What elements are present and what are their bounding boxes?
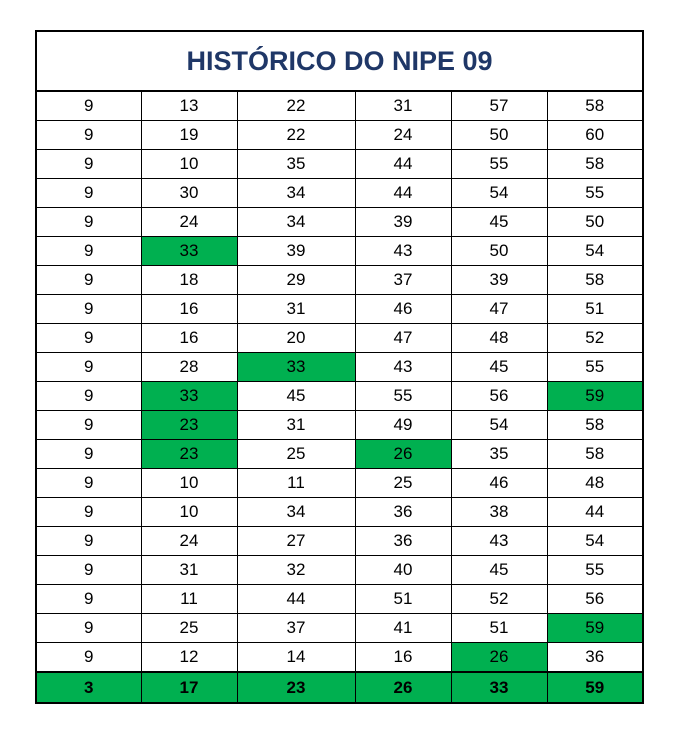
- table-cell: 9: [36, 208, 141, 237]
- table-cell: 18: [141, 266, 237, 295]
- table-cell: 27: [237, 527, 355, 556]
- table-cell: 29: [237, 266, 355, 295]
- table-cell: 45: [451, 556, 547, 585]
- table-cell: 9: [36, 411, 141, 440]
- table-cell: 36: [355, 527, 451, 556]
- table-cell: 12: [141, 643, 237, 673]
- table-cell: 51: [547, 295, 643, 324]
- table-cell: 14: [237, 643, 355, 673]
- table-row: [36, 643, 643, 673]
- table-cell: 9: [36, 527, 141, 556]
- table-cell: 9: [36, 585, 141, 614]
- table-cell: 9: [36, 324, 141, 353]
- table-cell: 57: [451, 91, 547, 121]
- table-cell: 47: [355, 324, 451, 353]
- table-cell: 55: [547, 179, 643, 208]
- table-row: [36, 324, 643, 353]
- table-cell: 40: [355, 556, 451, 585]
- table-cell: 54: [547, 527, 643, 556]
- table-cell: 58: [547, 440, 643, 469]
- table-cell: 34: [237, 498, 355, 527]
- table-cell: 46: [451, 469, 547, 498]
- table-cell: 32: [237, 556, 355, 585]
- table-row: [36, 179, 643, 208]
- table-cell: 55: [547, 353, 643, 382]
- table-cell: 39: [237, 237, 355, 266]
- table-row: [36, 411, 643, 440]
- table-cell: 30: [141, 179, 237, 208]
- table-cell: 45: [237, 382, 355, 411]
- table-cell: 56: [451, 382, 547, 411]
- table-cell: 19: [141, 121, 237, 150]
- table-cell: 9: [36, 237, 141, 266]
- table-cell: 31: [237, 295, 355, 324]
- table-cell: 51: [451, 614, 547, 643]
- table-cell: 9: [36, 91, 141, 121]
- table-cell: 10: [141, 498, 237, 527]
- table-cell: 59: [547, 382, 643, 411]
- table-cell: 25: [355, 469, 451, 498]
- table-cell: 28: [141, 353, 237, 382]
- table-cell: 54: [451, 411, 547, 440]
- table-cell: 33: [141, 382, 237, 411]
- table-cell: 55: [355, 382, 451, 411]
- table-cell: 58: [547, 150, 643, 179]
- table-cell: 9: [36, 121, 141, 150]
- total-cell: 17: [141, 672, 237, 703]
- table-row: [36, 556, 643, 585]
- table-cell: 58: [547, 91, 643, 121]
- table-cell: 16: [355, 643, 451, 673]
- table-row: [36, 121, 643, 150]
- table-cell: 34: [237, 179, 355, 208]
- total-cell: 3: [36, 672, 141, 703]
- table-cell: 49: [355, 411, 451, 440]
- table-cell: 10: [141, 150, 237, 179]
- table-cell: 43: [355, 353, 451, 382]
- table-row: [36, 382, 643, 411]
- table-cell: 16: [141, 324, 237, 353]
- table-cell: 55: [547, 556, 643, 585]
- table-cell: 23: [141, 440, 237, 469]
- table-cell: 51: [355, 585, 451, 614]
- total-cell: 26: [355, 672, 451, 703]
- table-cell: 52: [547, 324, 643, 353]
- table-cell: 50: [547, 208, 643, 237]
- table-cell: 13: [141, 91, 237, 121]
- table-cell: 9: [36, 266, 141, 295]
- table-cell: 22: [237, 91, 355, 121]
- table-cell: 43: [451, 527, 547, 556]
- table-cell: 44: [237, 585, 355, 614]
- table-cell: 31: [141, 556, 237, 585]
- table-cell: 39: [355, 208, 451, 237]
- table-cell: 31: [355, 91, 451, 121]
- table-row: [36, 208, 643, 237]
- table-cell: 9: [36, 643, 141, 673]
- table-cell: 38: [451, 498, 547, 527]
- table-cell: 41: [355, 614, 451, 643]
- table-row: [36, 353, 643, 382]
- table-cell: 39: [451, 266, 547, 295]
- table-cell: 25: [141, 614, 237, 643]
- table-cell: 9: [36, 469, 141, 498]
- table-row: [36, 237, 643, 266]
- table-cell: 35: [451, 440, 547, 469]
- history-table: [35, 30, 644, 704]
- table-cell: 36: [547, 643, 643, 673]
- table-cell: 9: [36, 179, 141, 208]
- table-row: [36, 498, 643, 527]
- table-row: [36, 91, 643, 121]
- table-cell: 45: [451, 353, 547, 382]
- table-cell: 50: [451, 237, 547, 266]
- table-cell: 16: [141, 295, 237, 324]
- table-cell: 50: [451, 121, 547, 150]
- table-cell: 44: [355, 179, 451, 208]
- table-cell: 45: [451, 208, 547, 237]
- table-cell: 26: [451, 643, 547, 673]
- table-cell: 9: [36, 440, 141, 469]
- table-cell: 24: [141, 208, 237, 237]
- table-row: [36, 150, 643, 179]
- total-cell: 59: [547, 672, 643, 703]
- table-cell: 54: [451, 179, 547, 208]
- table-cell: 36: [355, 498, 451, 527]
- table-cell: 25: [237, 440, 355, 469]
- title-row: [36, 31, 643, 91]
- table-cell: 20: [237, 324, 355, 353]
- table-cell: 43: [355, 237, 451, 266]
- table-cell: 34: [237, 208, 355, 237]
- table-cell: 60: [547, 121, 643, 150]
- table-cell: 26: [355, 440, 451, 469]
- table-cell: 9: [36, 498, 141, 527]
- table-cell: 31: [237, 411, 355, 440]
- table-cell: 9: [36, 556, 141, 585]
- table-cell: 33: [141, 237, 237, 266]
- table-cell: 9: [36, 382, 141, 411]
- table-cell: 24: [355, 121, 451, 150]
- table-cell: 52: [451, 585, 547, 614]
- table-cell: 59: [547, 614, 643, 643]
- table-row: [36, 440, 643, 469]
- table-row: [36, 295, 643, 324]
- table-body: [36, 31, 643, 703]
- table-cell: 33: [237, 353, 355, 382]
- table-cell: 56: [547, 585, 643, 614]
- table-cell: 22: [237, 121, 355, 150]
- table-cell: 9: [36, 614, 141, 643]
- table-cell: 9: [36, 353, 141, 382]
- table-row: [36, 614, 643, 643]
- table-cell: 37: [355, 266, 451, 295]
- table-cell: 10: [141, 469, 237, 498]
- table-cell: 58: [547, 266, 643, 295]
- table-cell: 55: [451, 150, 547, 179]
- table-cell: 11: [141, 585, 237, 614]
- table-row: [36, 266, 643, 295]
- table-cell: 23: [141, 411, 237, 440]
- table-cell: 24: [141, 527, 237, 556]
- total-cell: 33: [451, 672, 547, 703]
- table-cell: 37: [237, 614, 355, 643]
- table-cell: 47: [451, 295, 547, 324]
- table-cell: 9: [36, 150, 141, 179]
- table-cell: 9: [36, 295, 141, 324]
- table-row: [36, 469, 643, 498]
- table-cell: 35: [237, 150, 355, 179]
- table-cell: 54: [547, 237, 643, 266]
- total-cell: 23: [237, 672, 355, 703]
- table-cell: 11: [237, 469, 355, 498]
- table-cell: 46: [355, 295, 451, 324]
- table-title: HISTÓRICO DO NIPE 09: [36, 31, 643, 91]
- table-cell: 48: [547, 469, 643, 498]
- table-cell: 58: [547, 411, 643, 440]
- table-cell: 44: [355, 150, 451, 179]
- table-row: [36, 527, 643, 556]
- totals-row: [36, 672, 643, 703]
- table-cell: 44: [547, 498, 643, 527]
- table-row: [36, 585, 643, 614]
- table-cell: 48: [451, 324, 547, 353]
